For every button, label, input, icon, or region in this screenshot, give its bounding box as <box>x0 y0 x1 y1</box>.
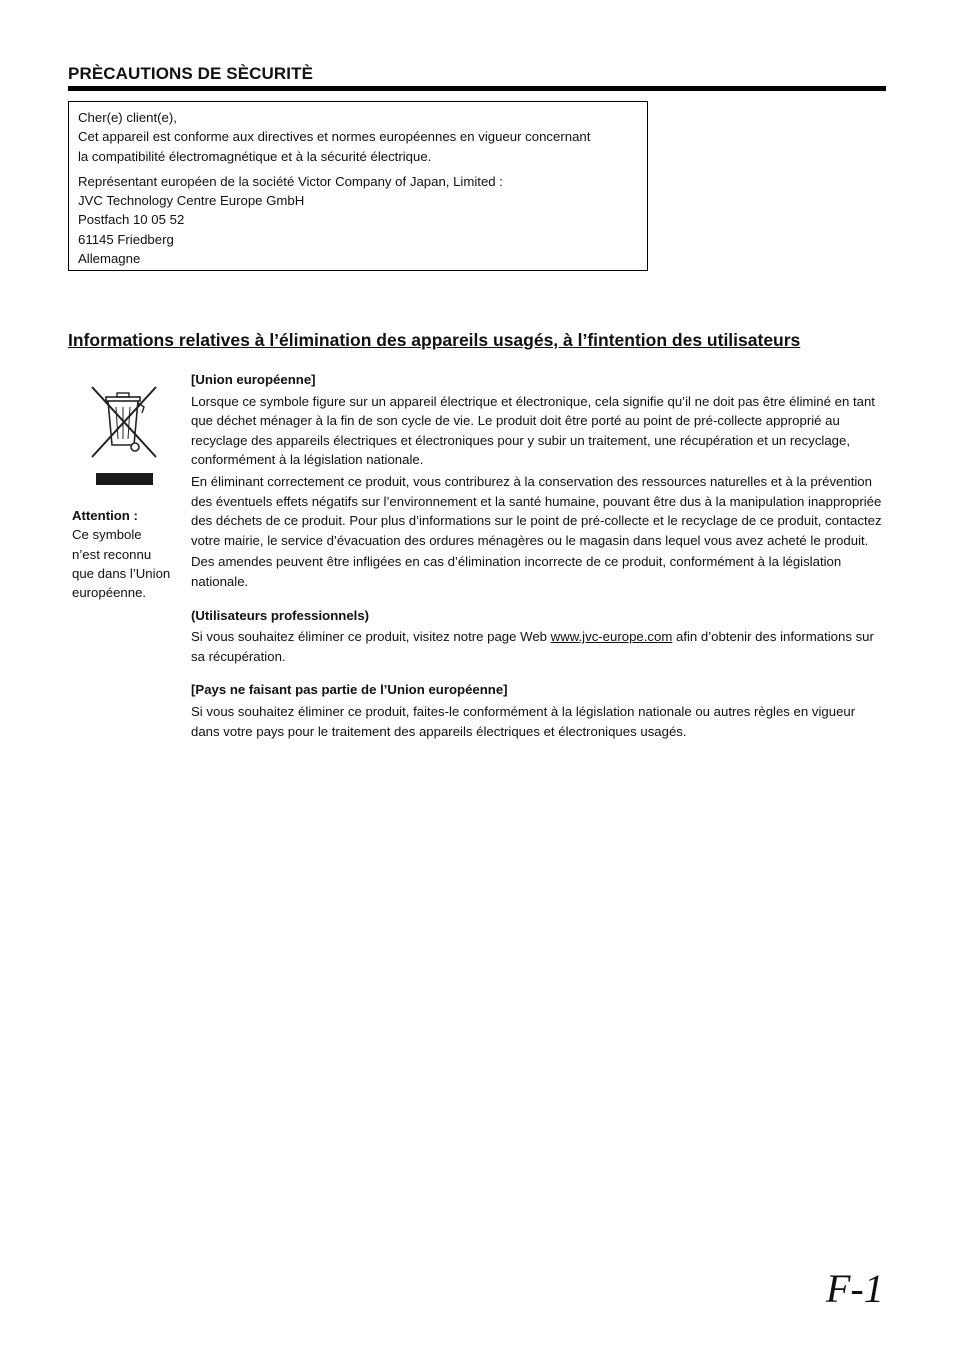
attention-label: Attention : <box>72 508 138 523</box>
notice-line-1: Cet appareil est conforme aux directives et normes européennes en vigueur concernant <box>78 129 591 145</box>
disposal-body <box>191 370 883 755</box>
title-rule <box>68 86 886 91</box>
section-title: PRÈCAUTIONS DE SÈCURITÈ <box>68 64 314 83</box>
pro-section-title: (Utilisateurs professionnels) <box>191 607 370 623</box>
eu-section <box>191 370 883 592</box>
notice-company: JVC Technology Centre Europe GmbH <box>78 193 305 209</box>
attention-note <box>72 506 172 602</box>
notice-postbox: Postfach 10 05 52 <box>78 212 185 228</box>
notice-city: 61145 Friedberg <box>78 231 174 247</box>
non-eu-paragraph: Si vous souhaitez éliminer ce produit, faites-le conformément à la législation nationale ou autres règles en vigueur dans votre pays pour le traitement des appareils électriques et électroniques usagés. <box>191 703 856 739</box>
pro-paragraph <box>191 627 883 666</box>
non-eu-section <box>191 680 883 741</box>
non-eu-section-title: [Pays ne faisant pas partie de l’Union européenne] <box>191 682 508 698</box>
pro-text-before: Si vous souhaitez éliminer ce produit, visitez notre page Web <box>191 629 551 645</box>
pro-section <box>191 606 883 667</box>
notice-country: Allemagne <box>78 251 141 267</box>
pro-text-after: afin d’obtenir des informations sur sa récupération. <box>191 629 874 664</box>
eu-section-title: [Union européenne] <box>191 372 316 387</box>
page-number: F-1 <box>826 1266 884 1311</box>
eu-paragraph-3: Des amendes peuvent être infligées en cas d’élimination incorrecte de ce produit, conformément à la législation nationale. <box>191 554 842 589</box>
attention-text: Ce symbole n’est reconnu que dans l’Union européenne. <box>72 527 171 601</box>
notice-salutation: Cher(e) client(e), <box>78 110 177 125</box>
crossed-out-wheelie-bin-icon <box>86 383 160 487</box>
jvc-europe-link[interactable]: www.jvc-europe.com <box>550 629 673 645</box>
eu-paragraph-1: Lorsque ce symbole figure sur un appareil électrique et électronique, cela signifie qu’il ne doit pas être éliminé en tant que déchet ménager à la fin de son cycle de vie. Le produit doit être porté au point de pré-collecte approprié au recyclage des appareils électriques et électroniques pour y subir un traitement, une récupération et un recyclage, conformément à la législation nationale. <box>191 393 875 468</box>
disposal-heading: Informations relatives à l’élimination des appareils usagés, à l’fintention des utilisateurs <box>68 330 801 350</box>
conformity-notice-box <box>68 101 648 271</box>
notice-representative: Représentant européen de la société Victor Company of Japan, Limited : <box>78 173 503 189</box>
eu-paragraph-2: En éliminant correctement ce produit, vous contriburez à la conservation des ressources naturelles et à la prévention des éventuels effets négatifs sur l’environnement et la santé humaine, pouvant être dus à la manipulation inappropriée des déchets de ce produit. Pour plus d’informations sur le point de pré-collecte et le recyclage de ce produit, contactez votre mairie, le service d’évacuation des ordures ménagères ou le magasin dans lequel vous avez acheté le produit. <box>191 473 882 548</box>
notice-line-2: la compatibilité électromagnétique et à la sécurité électrique. <box>78 148 432 164</box>
